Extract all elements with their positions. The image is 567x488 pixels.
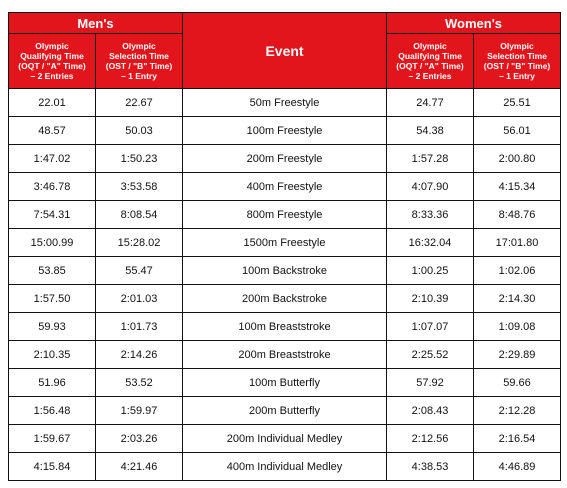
women-ost-cell: 4:15.34 (474, 173, 561, 201)
men-oqt-cell: 3:46.78 (9, 173, 96, 201)
table-row (9, 425, 561, 453)
men-ost-cell: 53.52 (96, 369, 183, 397)
women-oqt-cell: 54.38 (387, 117, 474, 145)
women-oqt-cell: 1:57.28 (387, 145, 474, 173)
event-cell: 100m Backstroke (183, 257, 387, 285)
women-ost-cell: 17:01.80 (474, 229, 561, 257)
table-row (9, 89, 561, 117)
women-oqt-cell: 2:12.56 (387, 425, 474, 453)
men-ost-cell: 55.47 (96, 257, 183, 285)
women-ost-line: – 1 Entry (499, 71, 535, 81)
table-row (9, 173, 561, 201)
table-row (9, 145, 561, 173)
women-oqt-cell: 2:25.52 (387, 341, 474, 369)
women-ost-line: (OST / "B" Time) (483, 61, 551, 71)
table-row (9, 341, 561, 369)
table-row (9, 257, 561, 285)
table-row (9, 313, 561, 341)
men-oqt-cell: 53.85 (9, 257, 96, 285)
men-oqt-line: Olympic (35, 41, 69, 51)
women-ost-header (474, 34, 561, 89)
women-oqt-header (387, 34, 474, 89)
men-oqt-cell: 48.57 (9, 117, 96, 145)
women-ost-cell: 2:16.54 (474, 425, 561, 453)
event-cell: 200m Freestyle (183, 145, 387, 173)
women-oqt-cell: 2:10.39 (387, 285, 474, 313)
men-ost-cell: 1:50.23 (96, 145, 183, 173)
table-row (9, 285, 561, 313)
women-ost-cell: 2:29.89 (474, 341, 561, 369)
women-oqt-cell: 8:33.36 (387, 201, 474, 229)
event-cell: 100m Butterfly (183, 369, 387, 397)
men-oqt-cell: 7:54.31 (9, 201, 96, 229)
men-oqt-cell: 1:59.67 (9, 425, 96, 453)
men-ost-cell: 22.67 (96, 89, 183, 117)
men-oqt-cell: 4:15.84 (9, 453, 96, 481)
men-oqt-cell: 1:57.50 (9, 285, 96, 313)
event-cell: 400m Freestyle (183, 173, 387, 201)
men-ost-cell: 2:14.26 (96, 341, 183, 369)
women-ost-cell: 59.66 (474, 369, 561, 397)
table-row (9, 397, 561, 425)
qualifying-times-table (8, 12, 561, 481)
mens-header: Men's (9, 13, 183, 34)
men-oqt-cell: 1:47.02 (9, 145, 96, 173)
event-header: Event (183, 13, 387, 89)
men-oqt-cell: 1:56.48 (9, 397, 96, 425)
qualifying-times-table-wrapper (8, 12, 560, 481)
women-oqt-cell: 1:00.25 (387, 257, 474, 285)
women-oqt-cell: 24.77 (387, 89, 474, 117)
men-ost-cell: 4:21.46 (96, 453, 183, 481)
women-oqt-cell: 4:38.53 (387, 453, 474, 481)
event-cell: 200m Breaststroke (183, 341, 387, 369)
men-ost-line: Selection Time (109, 51, 169, 61)
men-oqt-cell: 2:10.35 (9, 341, 96, 369)
men-oqt-header (9, 34, 96, 89)
event-cell: 1500m Freestyle (183, 229, 387, 257)
women-oqt-line: (OQT / "A" Time) (396, 61, 464, 71)
event-cell: 200m Backstroke (183, 285, 387, 313)
event-cell: 800m Freestyle (183, 201, 387, 229)
men-ost-cell: 1:01.73 (96, 313, 183, 341)
event-cell: 200m Butterfly (183, 397, 387, 425)
women-oqt-cell: 57.92 (387, 369, 474, 397)
men-oqt-cell: 22.01 (9, 89, 96, 117)
men-oqt-line: (OQT / "A" Time) (18, 61, 86, 71)
womens-header: Women's (387, 13, 561, 34)
women-oqt-line: Qualifying Time (398, 51, 462, 61)
men-ost-line: (OST / "B" Time) (105, 61, 173, 71)
women-ost-cell: 2:12.28 (474, 397, 561, 425)
women-ost-cell: 56.01 (474, 117, 561, 145)
event-cell: 100m Freestyle (183, 117, 387, 145)
event-cell: 400m Individual Medley (183, 453, 387, 481)
table-row (9, 201, 561, 229)
men-ost-line: Olympic (122, 41, 156, 51)
top-strip (0, 0, 567, 12)
table-row (9, 369, 561, 397)
event-cell: 200m Individual Medley (183, 425, 387, 453)
event-cell: 100m Breaststroke (183, 313, 387, 341)
table-row (9, 229, 561, 257)
men-oqt-line: – 2 Entries (30, 71, 74, 81)
men-ost-cell: 8:08.54 (96, 201, 183, 229)
men-oqt-cell: 51.96 (9, 369, 96, 397)
men-ost-cell: 15:28.02 (96, 229, 183, 257)
men-ost-cell: 2:03.26 (96, 425, 183, 453)
women-oqt-line: Olympic (413, 41, 447, 51)
men-ost-cell: 1:59.97 (96, 397, 183, 425)
women-oqt-cell: 16:32.04 (387, 229, 474, 257)
men-ost-line: – 1 Entry (121, 71, 157, 81)
women-ost-cell: 1:09.08 (474, 313, 561, 341)
men-oqt-line: Qualifying Time (20, 51, 84, 61)
event-cell: 50m Freestyle (183, 89, 387, 117)
women-oqt-cell: 1:07.07 (387, 313, 474, 341)
men-ost-cell: 2:01.03 (96, 285, 183, 313)
women-ost-cell: 8:48.76 (474, 201, 561, 229)
men-ost-cell: 3:53.58 (96, 173, 183, 201)
table-row (9, 453, 561, 481)
men-ost-cell: 50.03 (96, 117, 183, 145)
women-ost-cell: 2:00.80 (474, 145, 561, 173)
women-ost-cell: 25.51 (474, 89, 561, 117)
men-ost-header (96, 34, 183, 89)
table-body (9, 89, 561, 481)
women-ost-line: Olympic (500, 41, 534, 51)
women-oqt-cell: 2:08.43 (387, 397, 474, 425)
women-oqt-line: – 2 Entries (408, 71, 452, 81)
women-ost-line: Selection Time (487, 51, 547, 61)
women-oqt-cell: 4:07.90 (387, 173, 474, 201)
table-row (9, 117, 561, 145)
women-ost-cell: 2:14.30 (474, 285, 561, 313)
men-oqt-cell: 15:00.99 (9, 229, 96, 257)
women-ost-cell: 1:02.06 (474, 257, 561, 285)
men-oqt-cell: 59.93 (9, 313, 96, 341)
women-ost-cell: 4:46.89 (474, 453, 561, 481)
